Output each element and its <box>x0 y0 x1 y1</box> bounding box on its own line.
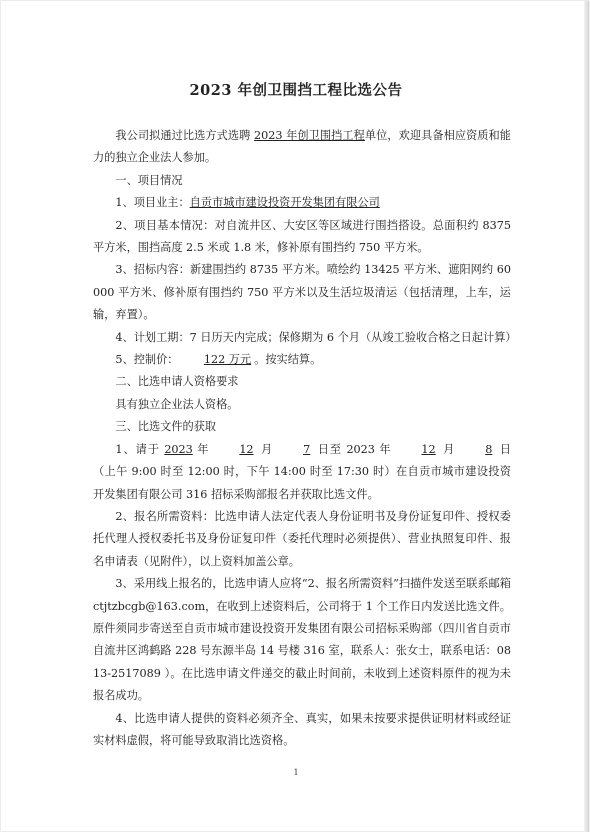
page-edge-shadow <box>584 1 589 832</box>
intro-project-name: 2023 年创卫围挡工程 <box>254 129 365 142</box>
section2-text: 具有独立企业法人资格。 <box>115 397 239 411</box>
section3-item1 <box>93 439 511 506</box>
page-number: 1 <box>293 768 299 777</box>
intro-pre: 我公司拟通过比选方式选聘 <box>115 129 254 142</box>
start-year: 2023 <box>164 442 193 456</box>
s3i1-d: 日至 2023 年 <box>313 442 397 456</box>
document-title: 2023 年创卫围挡工程比选公告 <box>189 82 403 99</box>
s3i1-a: 1、请于 <box>115 442 165 456</box>
section3-item2: 2、报名所需资料：比选申请人法定代表人身份证明书及身份证复印件、授权委托代理人授权委托书及身份证复印件（委托代理时必须提供）、营业执照复印件、报名申请表（见附件），以上资料加盖公章。 <box>93 509 511 568</box>
section1-item1 <box>93 192 511 214</box>
intro-paragraph <box>93 125 511 170</box>
section1-heading: 一、项目情况 <box>115 173 183 187</box>
control-price: 122 万元 <box>203 353 252 367</box>
item1-label: 1、项目业主： <box>115 196 190 210</box>
end-day: 8 <box>485 442 493 456</box>
project-owner: 自贡市城市建设投资开发集团有限公司 <box>189 196 380 210</box>
s3i1-e: 月 <box>438 442 460 456</box>
section1-item2: 2、项目基本情况：对自流井区、大安区等区域进行围挡搭设。总面积约 8375 平方米，围挡高度 2.5 米或 1.8 米，修补原有围挡约 750 平方米。 <box>93 218 511 255</box>
section3-item3: 3、采用线上报名的，比选申请人应将“2、报名所需资料”扫描件发送至联系邮箱 ctjtzbcgb@163.com，在收到上述资料后，公司将于 1 个工作日内发送比选文件。原件须同步寄送至自贡市城市建设投资开发集团有限公司招标采购部（四川省自贡市自流井区鸿鹤路 228 号东源半岛 14 号楼 316 室，联系人：张女士，联系电话：0813-2517089 ）。在比选申请文件递交的截止时间前，未收到上述资料原件的视为未报名成功。 <box>93 577 511 703</box>
s3i1-c: 月 <box>256 442 278 456</box>
start-month: 12 <box>239 442 254 456</box>
item5-label: 5、控制价： <box>115 353 179 367</box>
section1-item4: 4、计划工期：7 日历天内完成；保修期为 6 个月（从竣工验收合格之日起计算） <box>115 330 517 344</box>
section2-heading: 二、比选申请人资格要求 <box>115 375 239 389</box>
start-day: 7 <box>303 442 311 456</box>
item5-post: 。按实结算。 <box>254 353 322 367</box>
s3i1-b: 年 <box>192 442 214 456</box>
section1-item5 <box>93 349 511 371</box>
section1-item3: 3、招标内容：新建围挡约 8735 平方米。喷绘约 13425 平方米、遮阳网约 60000 平方米、修补原有围挡约 750 平方米以及生活垃圾清运（包括清理，上车，运输，弃置）。 <box>93 263 511 322</box>
section3-heading: 三、比选文件的获取 <box>115 420 217 434</box>
s3i1-f: 日（上午 9:00 时至 12:00 时，下午 14:00 时至 17:30 时）在自贡市城市建设投资开发集团有限公司 316 招标采购部报名并获取比选文件。 <box>93 442 511 501</box>
intro-post: 单位，欢迎具备相应资质和能力的独立企业法人参加。 <box>93 129 511 165</box>
section3-item4: 4、比选申请人提供的资料必须齐全、真实，如果未按要求提供证明材料或经证实材料虚假，将可能导致取消比选资格。 <box>93 711 511 747</box>
document-body <box>93 125 517 752</box>
end-month: 12 <box>421 442 436 456</box>
